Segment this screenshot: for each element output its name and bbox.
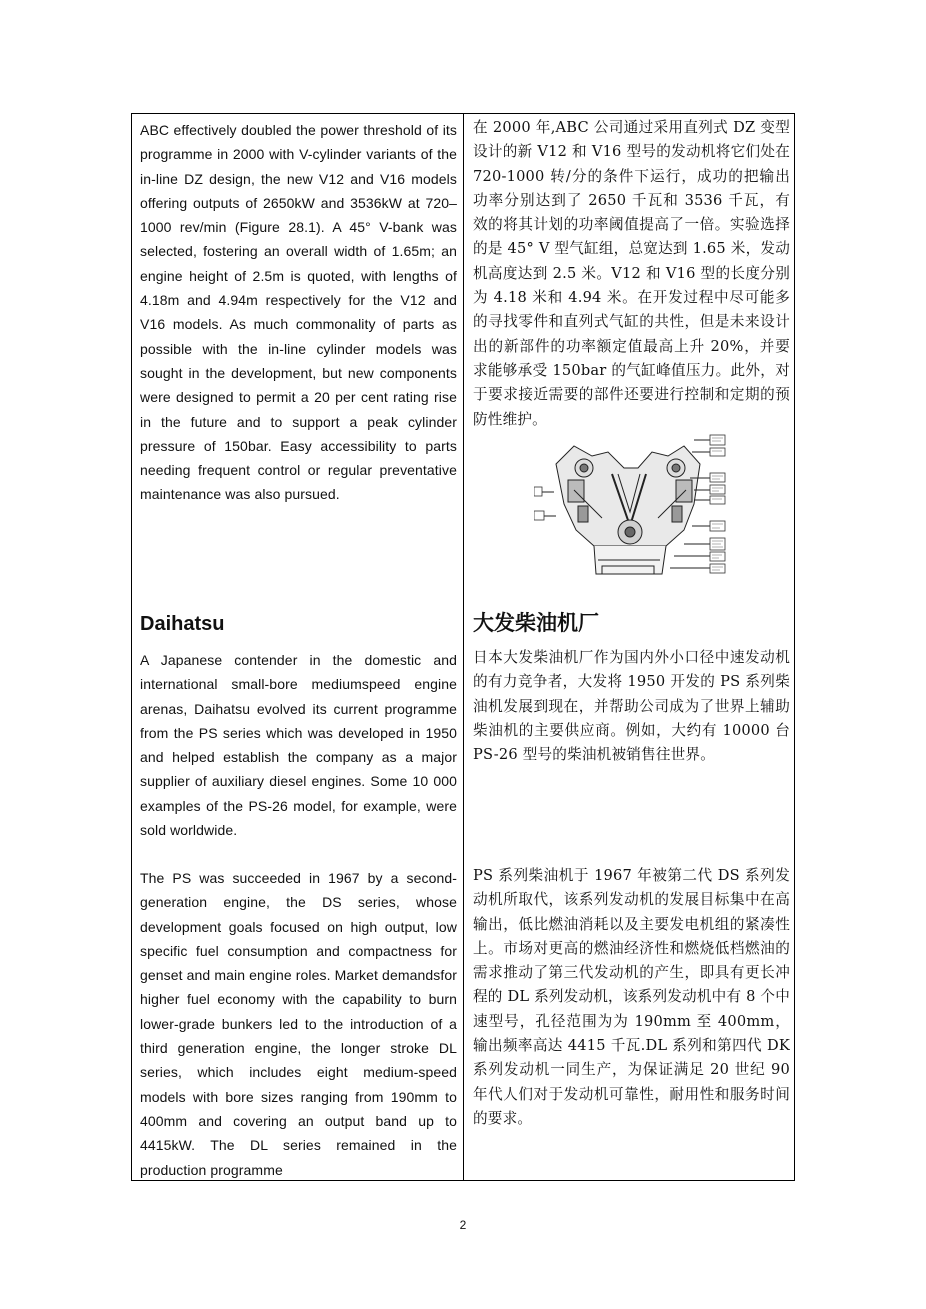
daihatsu-para1-chinese-text: 日本大发柴油机厂作为国内外小口径中速发动机的有力竞争者，大发将 1950 开发的 PS 系列柴油机发展到现在，并帮助公司成为了世界上辅助柴油机的主要供应商。例如，大约有 10000 台 PS-26 型号的柴油机被销售往世界。 (473, 649, 790, 764)
daihatsu-para2-chinese (473, 864, 790, 1131)
chinese-column (464, 114, 796, 1180)
daihatsu-para2-chinese-text: PS 系列柴油机于 1967 年被第二代 DS 系列发动机所取代，该系列发动机的发展目标集中在高输出，低比燃油消耗以及主要发电机组的紧凑性上。市场对更高的燃油经济性和燃烧低档燃油的需求推动了第三代发动机的产生，即具有更长冲程的 DL 系列发动机，该系列发动机中有 8 个中速型号，孔径范围为为 190mm 至 400mm，输出频率高达 4415 千瓦.DL 系列和第四代 DK 系列发动机一同生产，为保证满足 20 世纪 90 年代人们对于发动机可靠性，耐用性和服务时间的要求。 (473, 867, 790, 1127)
daihatsu-heading-chinese: 大发柴油机厂 (473, 611, 599, 635)
daihatsu-para1-english (140, 648, 457, 842)
page-number: 2 (459, 1218, 467, 1232)
intro-chinese (473, 116, 790, 432)
daihatsu-heading-english: Daihatsu (140, 613, 225, 635)
intro-chinese-text: 在 2000 年,ABC 公司通过采用直列式 DZ 变型设计的新 V12 和 V16 型号的发动机将它们处在 720-1000 转/分的条件下运行，成功的把输出功率分别达到了 2650 千瓦和 3536 千瓦，有效的将其计划的功率阈值提高了一倍。实验选择的是 45° V 型气缸组，总宽达到 1.65 米，发动机高度达到 2.5 米。V12 和 V16 型的长度分别为 4.18 米和 4.94 米。在开发过程中尽可能多的寻找零件和直列式气缸的共性，但是未来设计出的新部件的功率额定值最高上升 20%，并要求能够承受 150bar 的气缸峰值压力。此外，对于要求接近需要的部件还要进行控制和定期的预防性维护。 (473, 119, 790, 428)
engine-diagram-figure (534, 434, 726, 582)
intro-english-text: ABC effectively doubled the power threshold of its programme in 2000 with V-cylinder variants of the in-line DZ design, the new V12 and V16 models offering outputs of 2650kW and 3536kW at 720–1000 rev/min (Figure 28.1). A 45° V-bank was selected, fostering an overall width of 1.65m; an engine height of 2.5m is quoted, with lengths of 4.18m and 4.94m respectively for the V12 and V16 models. As much commonality of parts as possible with the in-line cylinder models was sought in the development, but new components were designed to permit a 20 per cent rating rise in the future and to support a peak cylinder pressure of 150bar. Easy accessibility to parts needing frequent control or regular preventative maintenance was also pursued. (140, 122, 457, 503)
english-column (132, 114, 463, 1180)
daihatsu-para2-english (140, 866, 457, 1182)
intro-english (140, 118, 457, 507)
bilingual-table (131, 113, 795, 1181)
daihatsu-para1-english-text: A Japanese contender in the domestic and international small-bore mediumspeed engine arenas, Daihatsu evolved its current programme from the PS series which was developed in 1950 and helped establish the company as a major supplier of auxiliary diesel engines. Some 10 000 examples of the PS-26 model, for example, were sold worldwide. (140, 652, 457, 839)
daihatsu-para1-chinese (473, 646, 790, 767)
daihatsu-para2-english-text: The PS was succeeded in 1967 by a second-generation engine, the DS series, whose development goals focused on high output, low specific fuel consumption and compactness for genset and main engine roles. Market demandsfor higher fuel economy with the capability to burn lower-grade bunkers led to the introduction of a third generation engine, the longer stroke DL series, which includes eight medium-speed models with bore sizes ranging from 190mm to 400mm and covering an output band up to 4415kW. The DL series remained in the production programme (140, 870, 457, 1178)
